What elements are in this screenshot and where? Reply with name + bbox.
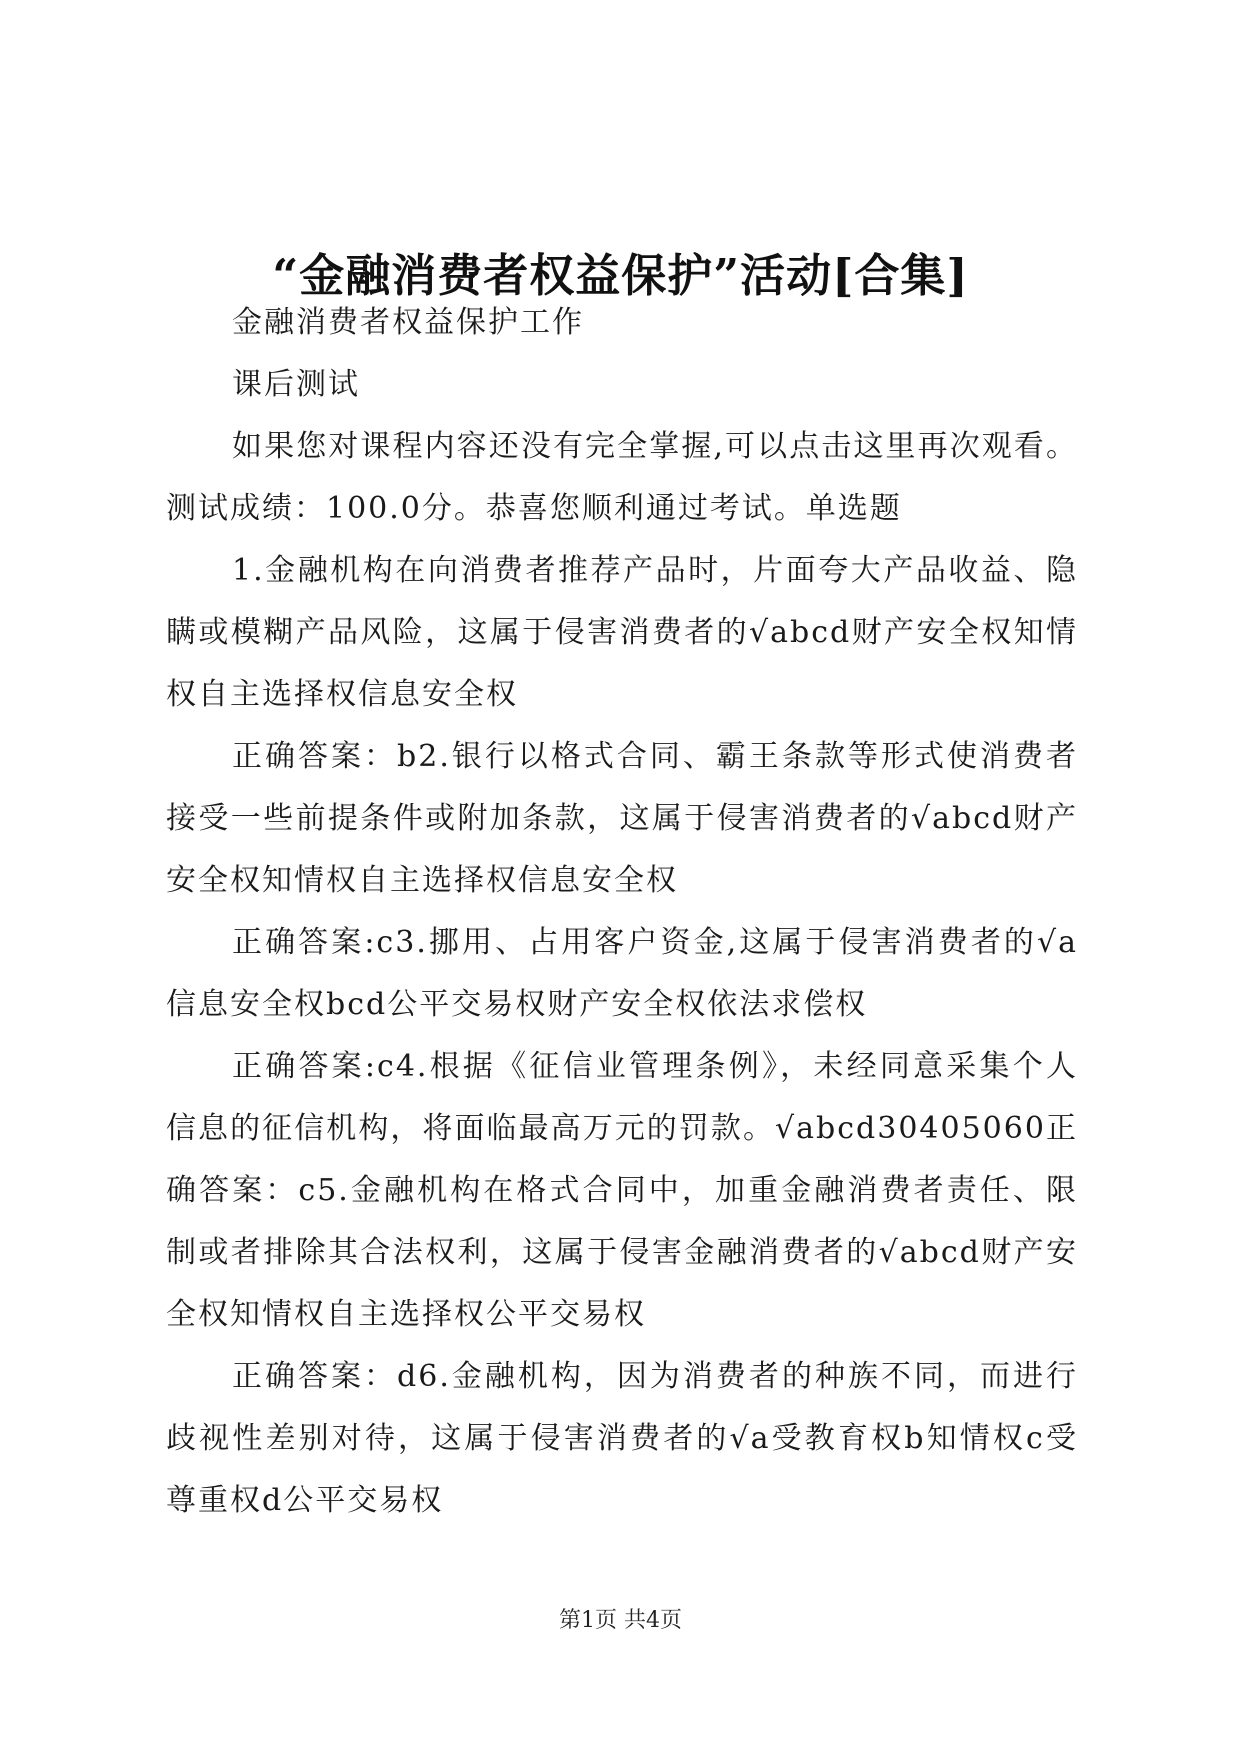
document-body xyxy=(166,292,1078,1532)
page-indicator: 第1页 共4页 xyxy=(559,1608,682,1633)
paragraph-question-3: 正确答案:c3.挪用、占用客户资金,这属于侵害消费者的√a信息安全权bcd公平交易权财产安全权依法求偿权 xyxy=(166,925,1078,1022)
document-title: “金融消费者权益保护”活动[合集] xyxy=(272,249,969,303)
paragraph-score: 如果您对课程内容还没有完全掌握,可以点击这里再次观看。测试成绩：100.0分。恭喜您顺利通过考试。单选题 xyxy=(166,429,1078,526)
paragraph-question-1: 1.金融机构在向消费者推荐产品时，片面夸大产品收益、隐瞒或模糊产品风险，这属于侵害消费者的√abcd财产安全权知情权自主选择权信息安全权 xyxy=(166,553,1078,712)
paragraph-heading: 金融消费者权益保护工作 xyxy=(232,305,584,340)
paragraph-question-2: 正确答案：b2.银行以格式合同、霸王条款等形式使消费者接受一些前提条件或附加条款，这属于侵害消费者的√abcd财产安全权知情权自主选择权信息安全权 xyxy=(166,739,1078,898)
paragraph-subheading: 课后测试 xyxy=(232,367,360,402)
paragraph-question-4-5: 正确答案:c4.根据《征信业管理条例》，未经同意采集个人信息的征信机构，将面临最高万元的罚款。√abcd30405060正确答案：c5.金融机构在格式合同中，加重金融消费者责任、限制或者排除其合法权利，这属于侵害金融消费者的√abcd财产安全权知情权自主选择权公平交易权 xyxy=(166,1049,1078,1332)
paragraph-question-6: 正确答案：d6.金融机构，因为消费者的种族不同，而进行歧视性差别对待，这属于侵害消费者的√a受教育权b知情权c受尊重权d公平交易权 xyxy=(166,1359,1078,1518)
